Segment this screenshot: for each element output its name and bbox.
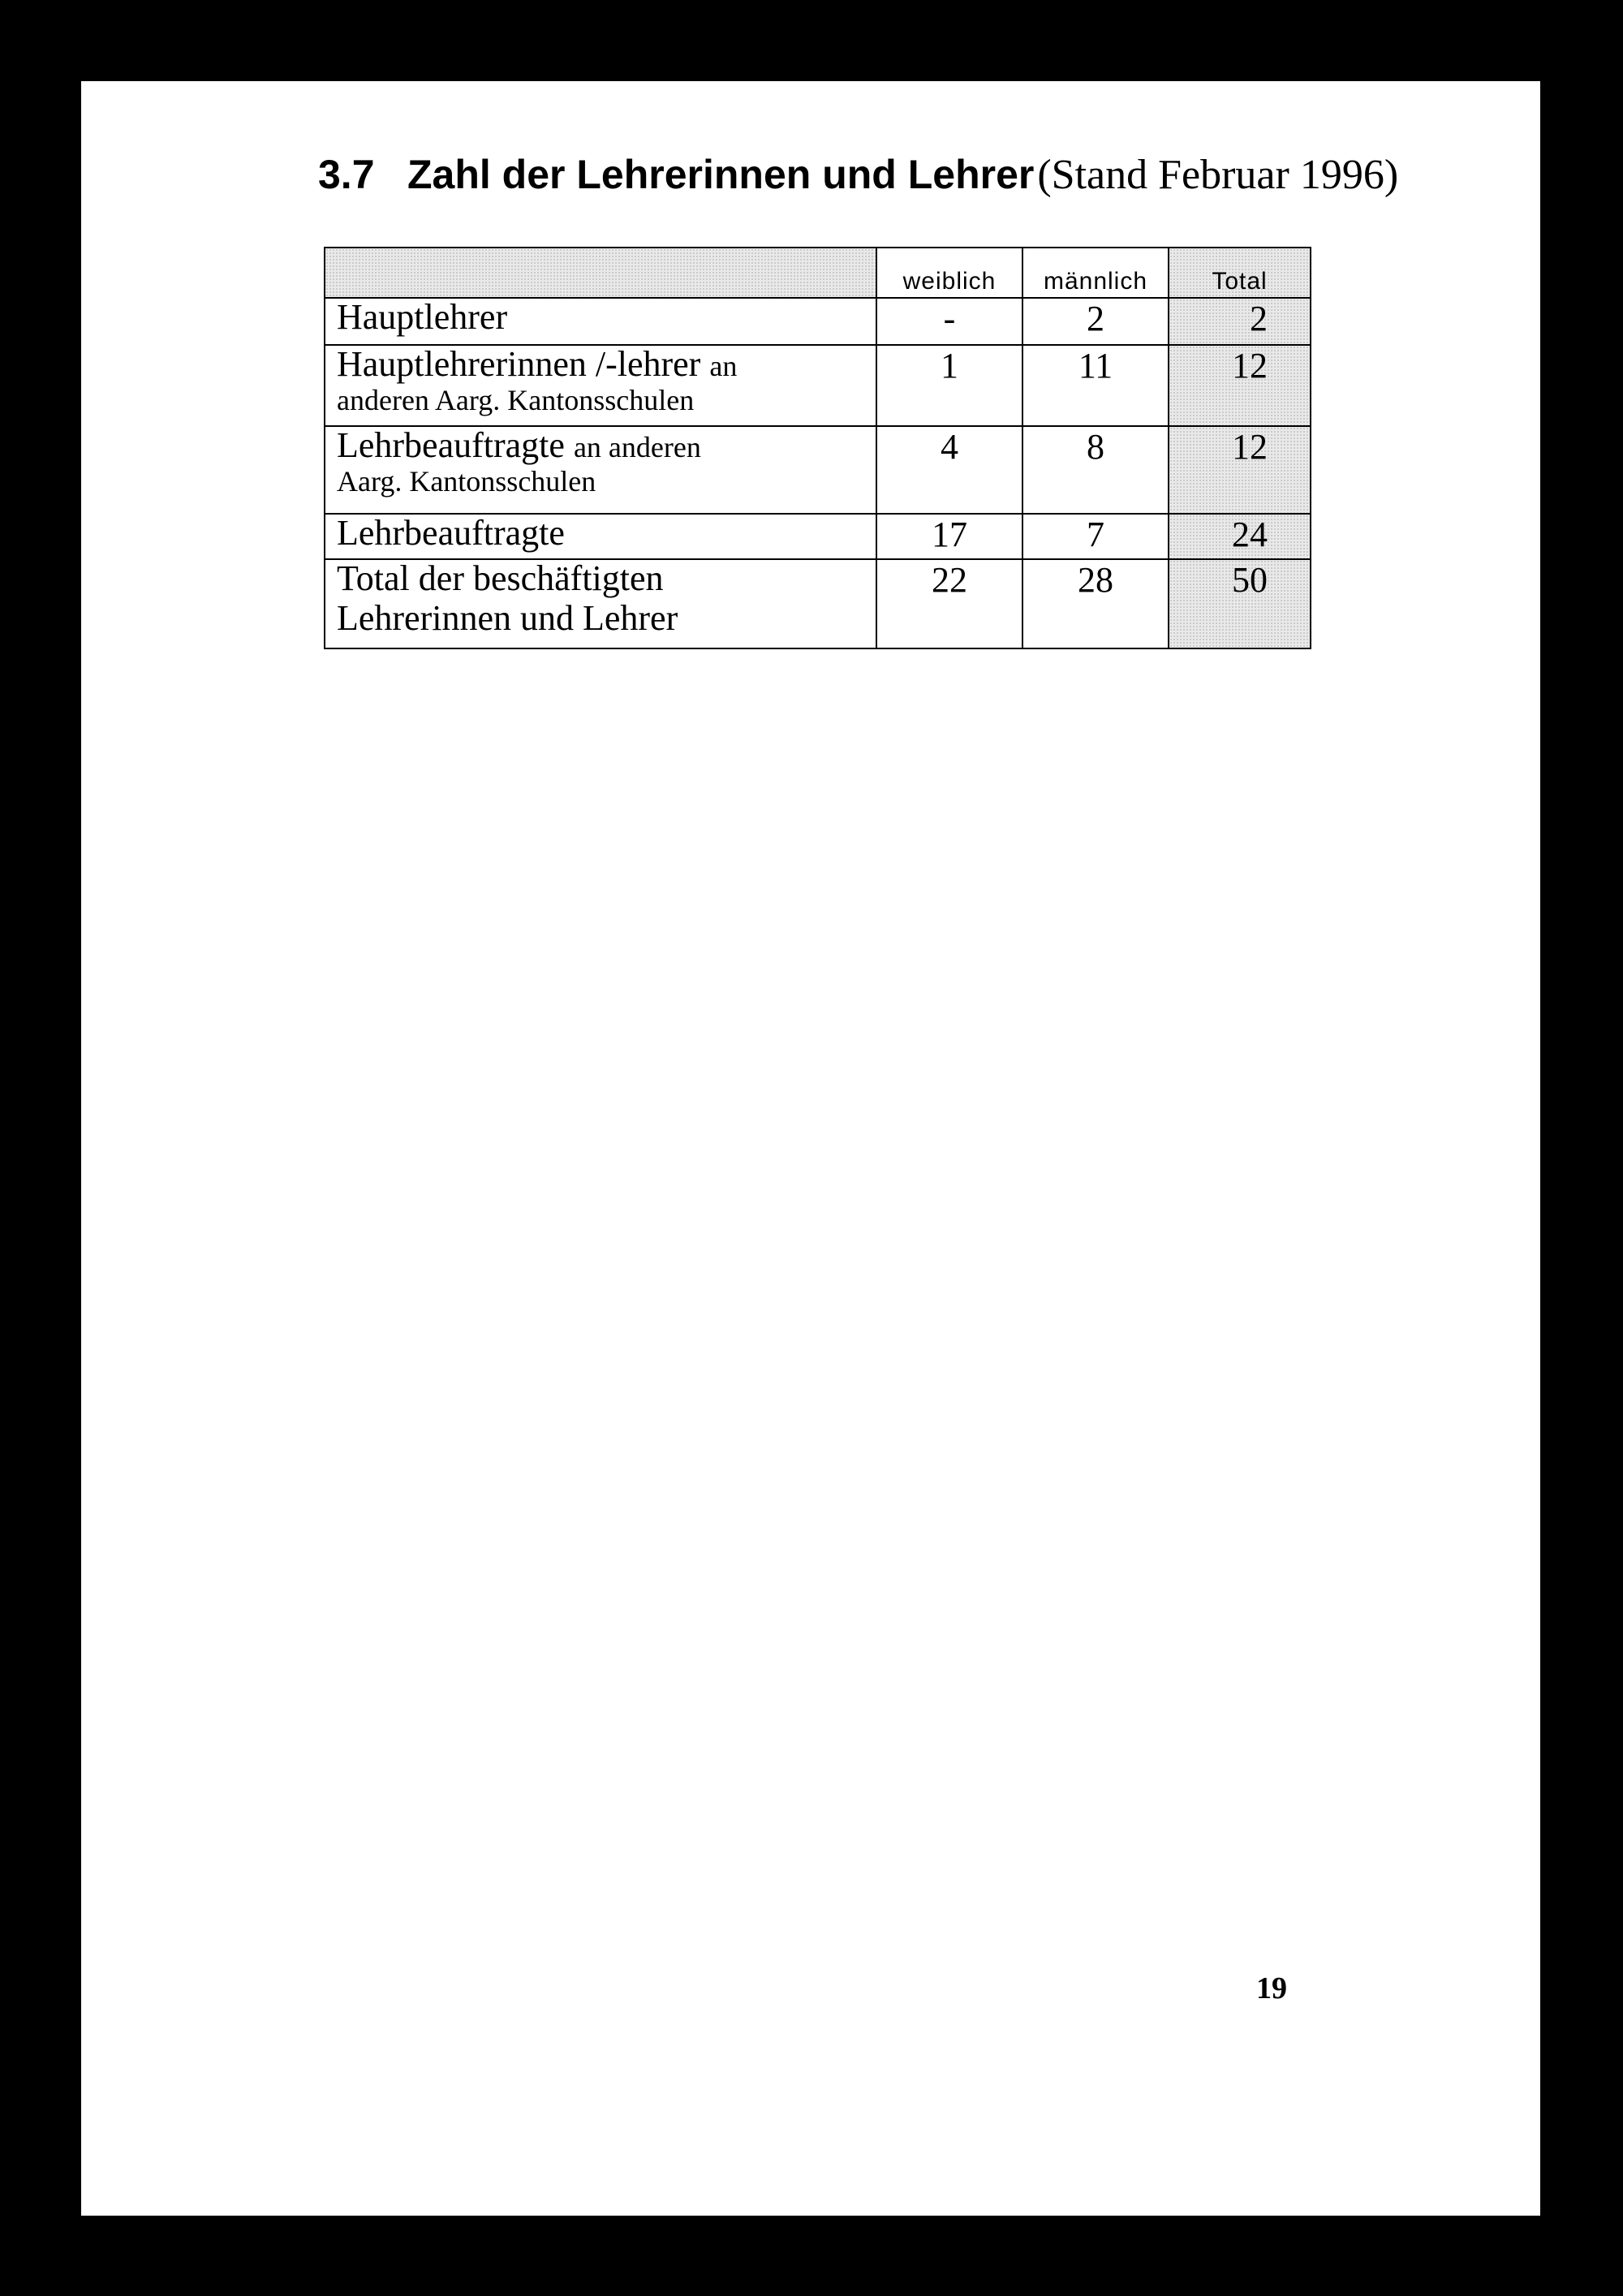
table-row	[325, 514, 1311, 559]
row-label-line2: Aarg. Kantonsschulen	[337, 465, 596, 498]
row-label-main: Hauptlehrer	[337, 297, 508, 337]
table-header-row	[325, 248, 1311, 298]
section-number: 3.7	[318, 152, 375, 197]
cell-maennlich: 11	[1022, 345, 1169, 426]
teacher-count-table	[324, 247, 1311, 649]
cell-weiblich: 4	[876, 426, 1022, 514]
row-label-main: Hauptlehrerinnen /-lehrer	[337, 344, 701, 384]
row-label-main: Lehrbeauftragte	[337, 513, 565, 553]
row-label	[325, 298, 876, 345]
cell-total: 12	[1169, 345, 1311, 426]
row-label-line2: anderen Aarg. Kantonsschulen	[337, 384, 695, 416]
header-total: Total	[1169, 248, 1311, 298]
table-row	[325, 298, 1311, 345]
cell-weiblich: -	[876, 298, 1022, 345]
row-label-small: an anderen	[573, 431, 701, 463]
row-label	[325, 426, 876, 514]
section-title: Zahl der Lehrerinnen und Lehrer	[407, 152, 1035, 197]
section-heading	[318, 151, 1398, 199]
cell-maennlich: 7	[1022, 514, 1169, 559]
cell-maennlich: 8	[1022, 426, 1169, 514]
cell-total: 24	[1169, 514, 1311, 559]
row-label	[325, 345, 876, 426]
row-label	[325, 559, 876, 648]
row-label	[325, 514, 876, 559]
table-row	[325, 426, 1311, 514]
table-row	[325, 559, 1311, 648]
cell-maennlich: 2	[1022, 298, 1169, 345]
cell-weiblich: 1	[876, 345, 1022, 426]
cell-total: 12	[1169, 426, 1311, 514]
page-number: 19	[1256, 1971, 1287, 2005]
cell-maennlich: 28	[1022, 559, 1169, 648]
row-label-line2: Lehrerinnen und Lehrer	[337, 598, 678, 638]
cell-total: 2	[1169, 298, 1311, 345]
header-empty-cell	[325, 248, 876, 298]
header-weiblich: weiblich	[876, 248, 1022, 298]
row-label-small: an	[709, 350, 738, 382]
cell-total: 50	[1169, 559, 1311, 648]
row-label-main: Total der beschäftigten	[337, 558, 664, 598]
cell-weiblich: 22	[876, 559, 1022, 648]
row-label-main: Lehrbeauftragte	[337, 425, 565, 465]
header-maennlich: männlich	[1022, 248, 1169, 298]
section-subtitle: (Stand Februar 1996)	[1037, 152, 1399, 198]
cell-weiblich: 17	[876, 514, 1022, 559]
table-row	[325, 345, 1311, 426]
